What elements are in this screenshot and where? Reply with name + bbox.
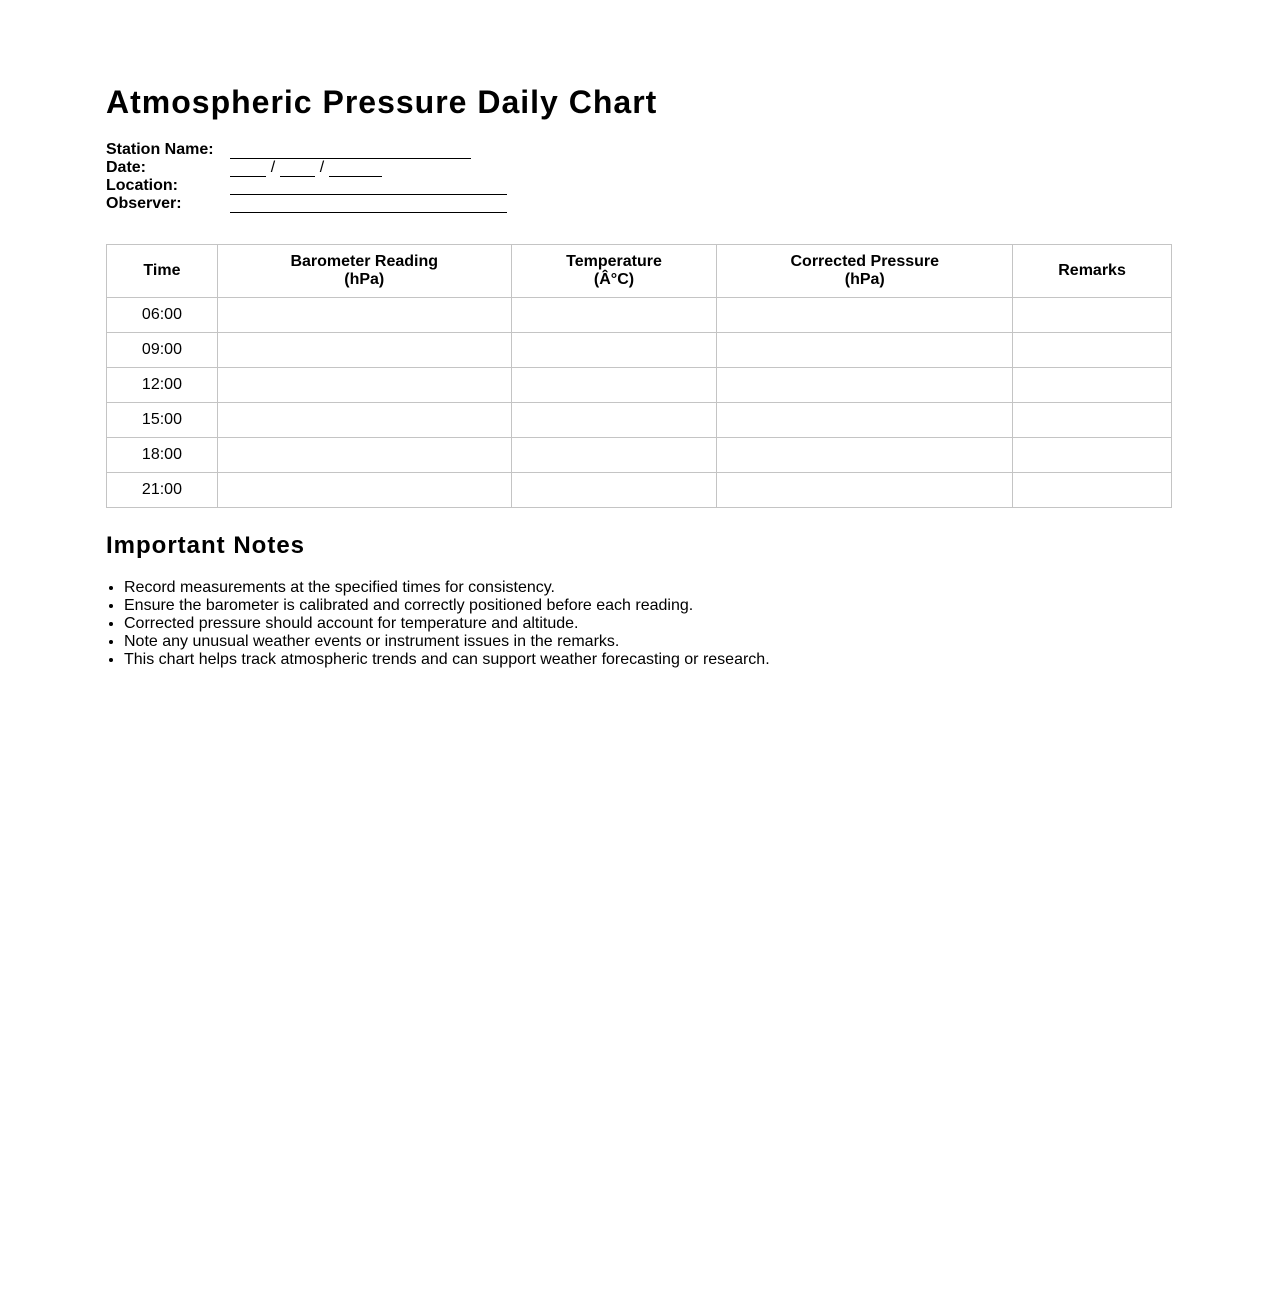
date-year-blank[interactable] [329, 159, 382, 177]
list-item: • Ensure the barometer is calibrated and correctly positioned before each reading. [124, 597, 1124, 615]
station-name-row [106, 141, 706, 159]
table-row [107, 473, 1172, 508]
date-label: Date: [106, 159, 147, 176]
temperature-cell[interactable] [511, 368, 717, 403]
location-label: Location: [106, 177, 178, 194]
barometer-cell[interactable] [217, 473, 511, 508]
list-item: • This chart helps track atmospheric trends and can support weather forecasting or research. [124, 651, 1124, 669]
time-cell: 15:00 [107, 403, 218, 438]
remarks-cell[interactable] [1013, 333, 1172, 368]
table-row [107, 438, 1172, 473]
list-item: • Note any unusual weather events or instrument issues in the remarks. [124, 633, 1124, 651]
temperature-cell[interactable] [511, 403, 717, 438]
location-row [106, 177, 706, 195]
header-barometer-reading: Barometer Reading (hPa) [217, 245, 511, 298]
corrected-pressure-cell[interactable] [717, 438, 1013, 473]
date-separator: / [319, 159, 325, 176]
barometer-cell[interactable] [217, 368, 511, 403]
table-row [107, 368, 1172, 403]
barometer-cell[interactable] [217, 403, 511, 438]
remarks-cell[interactable] [1013, 368, 1172, 403]
pressure-log-table [106, 244, 1172, 508]
date-month-blank[interactable] [280, 159, 315, 177]
remarks-cell[interactable] [1013, 298, 1172, 333]
notes-list [106, 579, 1124, 669]
temperature-cell[interactable] [511, 473, 717, 508]
corrected-pressure-cell[interactable] [717, 403, 1013, 438]
remarks-cell[interactable] [1013, 438, 1172, 473]
observer-row [106, 195, 706, 213]
temperature-cell[interactable] [511, 333, 717, 368]
corrected-pressure-cell[interactable] [717, 368, 1013, 403]
header-remarks: Remarks [1013, 245, 1172, 298]
time-cell: 21:00 [107, 473, 218, 508]
observer-blank[interactable] [230, 195, 507, 213]
barometer-cell[interactable] [217, 333, 511, 368]
list-item: • Record measurements at the specified times for consistency. [124, 579, 1124, 597]
date-day-blank[interactable] [230, 159, 266, 177]
date-blank [230, 159, 382, 177]
time-cell: 09:00 [107, 333, 218, 368]
list-item: • Corrected pressure should account for temperature and altitude. [124, 615, 1124, 633]
table-header-row [107, 245, 1172, 298]
corrected-pressure-cell[interactable] [717, 333, 1013, 368]
page-title: Atmospheric Pressure Daily Chart [106, 84, 658, 120]
table-row [107, 333, 1172, 368]
station-name-label: Station Name: [106, 141, 214, 158]
date-separator: / [270, 159, 276, 176]
table-row [107, 298, 1172, 333]
table-row [107, 403, 1172, 438]
notes-heading: Important Notes [106, 532, 306, 559]
header-temperature: Temperature (Â°C) [511, 245, 717, 298]
time-cell: 18:00 [107, 438, 218, 473]
remarks-cell[interactable] [1013, 473, 1172, 508]
time-cell: 06:00 [107, 298, 218, 333]
time-cell: 12:00 [107, 368, 218, 403]
date-row [106, 159, 706, 177]
corrected-pressure-cell[interactable] [717, 473, 1013, 508]
station-name-blank[interactable] [230, 141, 471, 159]
temperature-cell[interactable] [511, 298, 717, 333]
observer-label: Observer: [106, 195, 182, 212]
header-corrected-pressure: Corrected Pressure (hPa) [717, 245, 1013, 298]
remarks-cell[interactable] [1013, 403, 1172, 438]
barometer-cell[interactable] [217, 298, 511, 333]
header-fields [106, 141, 706, 213]
corrected-pressure-cell[interactable] [717, 298, 1013, 333]
header-time: Time [107, 245, 218, 298]
barometer-cell[interactable] [217, 438, 511, 473]
temperature-cell[interactable] [511, 438, 717, 473]
location-blank[interactable] [230, 177, 507, 195]
